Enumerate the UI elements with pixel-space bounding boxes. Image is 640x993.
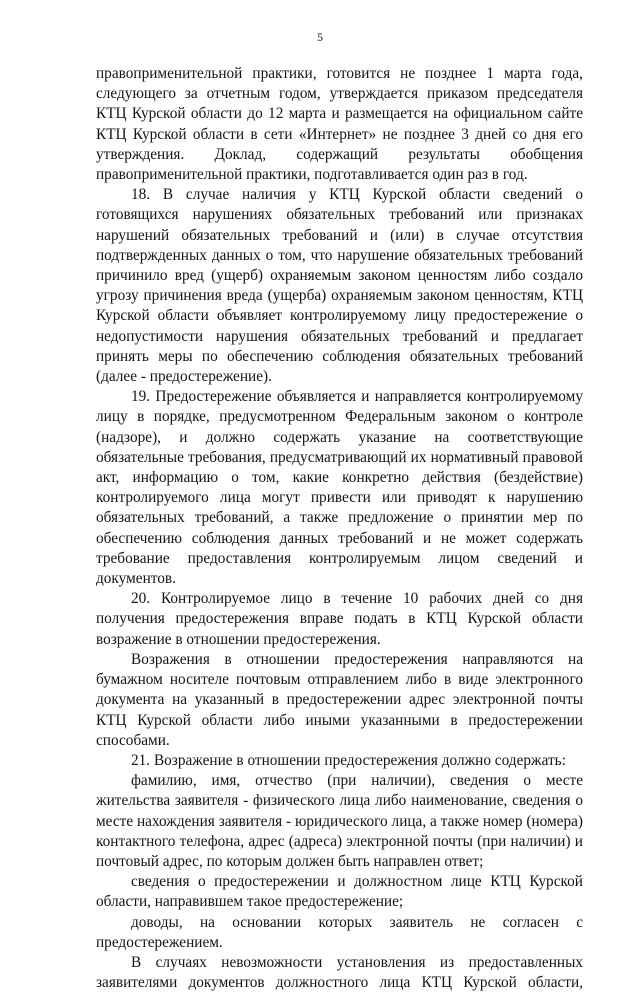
list-item-applicant-info: фамилию, имя, отчество (при наличии), сведения о месте жительства заявителя - физического лица либо наименование, сведения о месте нахождения заявителя - юридического лица, а также номер (номера) контактного телефона, адрес (адреса) электронной почты (при наличии) и почтовый адрес, по которым должен быть направлен ответ;	[96, 772, 583, 870]
paragraph-continuation: правоприменительной практики, готовится не позднее 1 марта года, следующего за отчетным годом, утверждается приказом председателя КТЦ Курской области до 12 марта и размещается на официальном сайте КТЦ Курской области в сети «Интернет» не позднее 3 дней со дня его утверждения. Доклад, содержащий результаты обобщения правоприменительной практики, подготавливается один раз в год.	[96, 65, 583, 184]
list-item-arguments: доводы, на основании которых заявитель не согласен с предостережением.	[96, 913, 583, 951]
paragraph-20: 20. Контролируемое лицо в течение 10 рабочих дней со дня получения предостережения вправе подать в КТЦ Курской области возражение в отношении предостережения.	[96, 590, 583, 648]
paragraph-21: 21. Возражение в отношении предостережения должно содержать:	[131, 751, 566, 769]
document-body	[96, 64, 583, 993]
paragraph-18: 18. В случае наличия у КТЦ Курской области сведений о готовящихся нарушениях обязательных требований или признаках нарушений обязательных требований и (или) в случае отсутствия подтвержденных данных о том, что нарушение обязательных требований причинило вред (ущерб) охраняемым законом ценностям либо создало угрозу причинения вреда (ущерба) охраняемым законом ценностям, КТЦ Курской области объявляет контролируемому лицу предостережение о недопустимости нарушения обязательных требований и предлагает принять меры по обеспечению соблюдения обязательных требований (далее - предостережение).	[96, 186, 583, 386]
paragraph-objections: Возражения в отношении предостережения направляются на бумажном носителе почтовым отправлением либо в виде электронного документа на указанный в предостережении адрес электронной почты КТЦ Курской области либо иными указанными в предостережении способами.	[96, 650, 583, 749]
paragraph-19: 19. Предостережение объявляется и направляется контролируемому лицу в порядке, предусмотренном Федеральным законом о контроле (надзоре), и должно содержать указание на соответствующие обязательные требования, предусматривающий их нормативный правовой акт, информацию о том, какие конкретно действия (бездействие) контролируемого лица могут привести или приводят к нарушению обязательных требований, а также предложение о принятии мер по обеспечению соблюдения данных требований и не может содержать требование предоставления контролируемым лицом сведений и документов.	[96, 388, 583, 588]
paragraph-cases: В случаях невозможности установления из предоставленных заявителями документов должностного лица КТЦ Курской области,	[96, 953, 583, 992]
page-number: 5	[317, 30, 323, 44]
list-item-warning-info: сведения о предостережении и должностном лице КТЦ Курской области, направившем такое предостережение;	[96, 873, 583, 911]
